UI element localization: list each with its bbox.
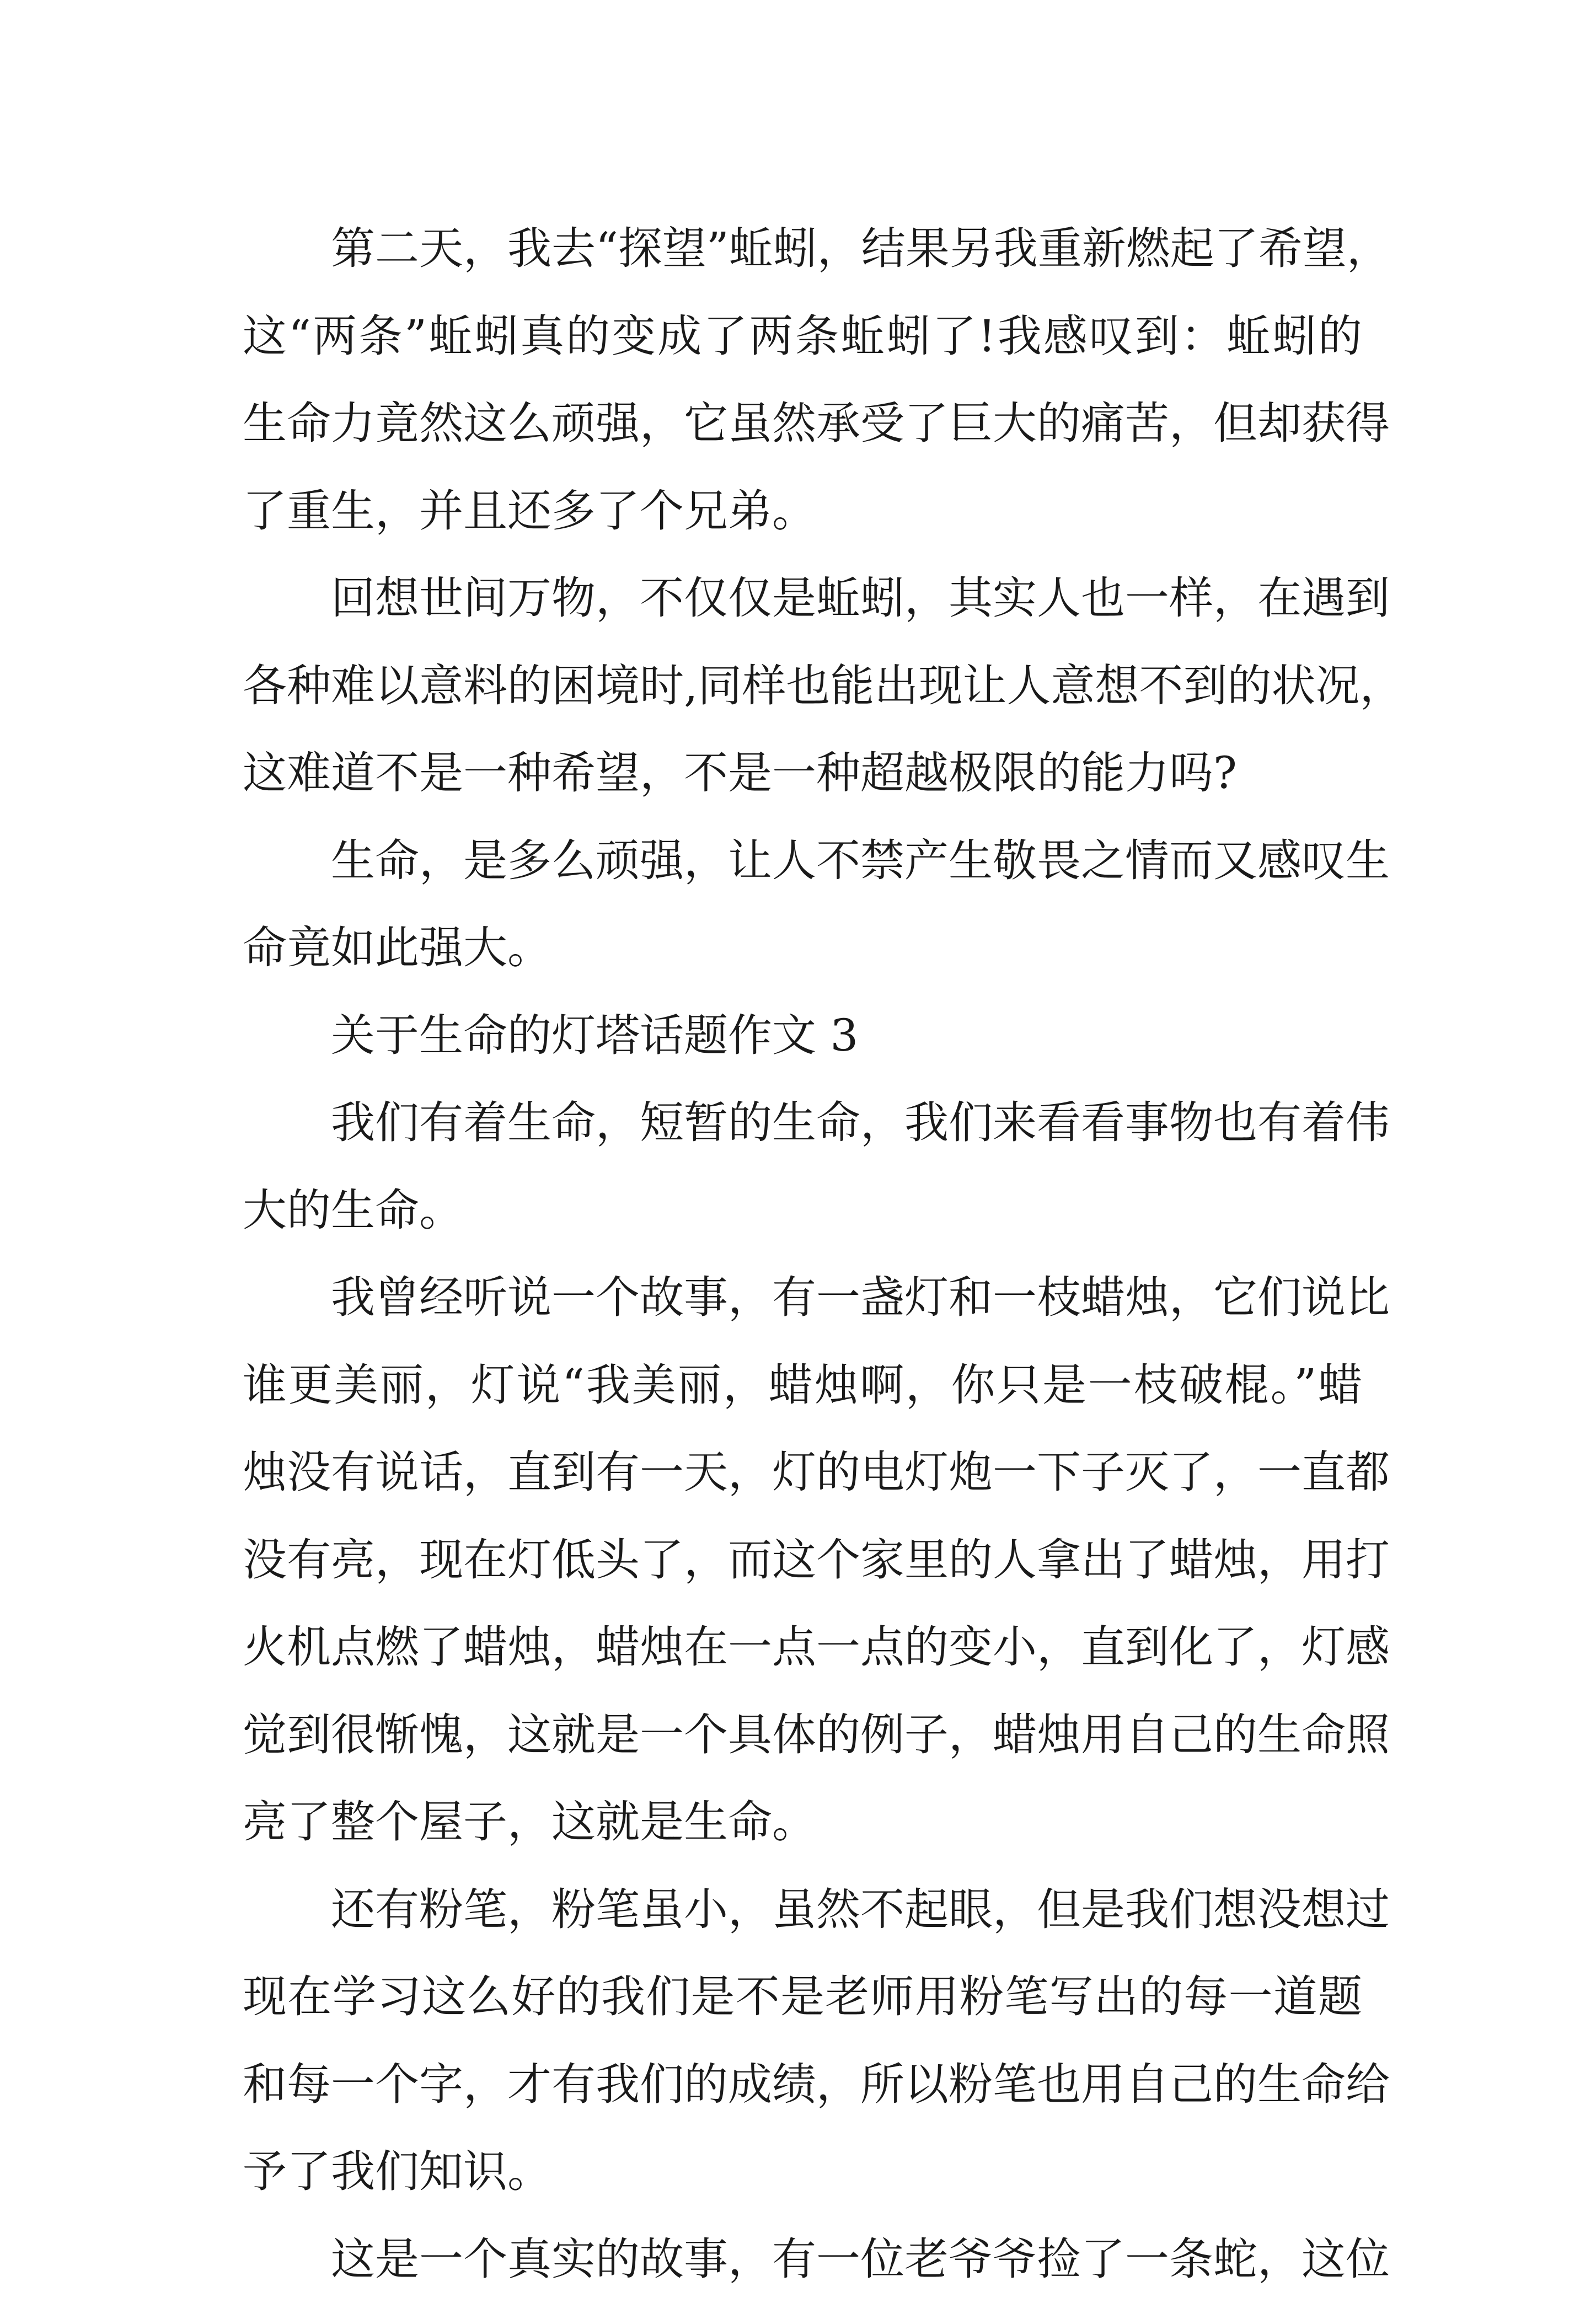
text-line: 和每一个字，才有我们的成绩，所以粉笔也用自己的生命给 <box>243 2041 1362 2129</box>
paragraph <box>243 1866 1362 2216</box>
text-line: 予了我们知识。 <box>243 2128 1362 2216</box>
text-line: 觉到很惭愧，这就是一个具体的例子，蜡烛用自己的生命照 <box>243 1691 1362 1779</box>
paragraph <box>243 205 1362 555</box>
text-line: 谁更美丽，灯说“我美丽，蜡烛啊，你只是一枝破棍。”蜡 <box>243 1342 1362 1429</box>
text-line: 火机点燃了蜡烛，蜡烛在一点一点的变小，直到化了，灯感 <box>243 1604 1362 1691</box>
text-line: 生命力竟然这么顽强，它虽然承受了巨大的痛苦，但却获得 <box>243 380 1362 468</box>
text-line: 命竟如此强大。 <box>243 904 1362 992</box>
text-line: 大的生命。 <box>243 1167 1362 1255</box>
text-line: 生命，是多么顽强，让人不禁产生敬畏之情而又感叹生 <box>243 817 1362 905</box>
text-line: 我们有着生命，短暂的生命，我们来看看事物也有着伟 <box>243 1079 1362 1167</box>
text-line: 第二天，我去“探望”蚯蚓，结果另我重新燃起了希望， <box>243 205 1362 293</box>
text-line: 各种难以意料的困境时,同样也能出现让人意想不到的状况， <box>243 642 1362 730</box>
text-line: 这“两条”蚯蚓真的变成了两条蚯蚓了!我感叹到：蚯蚓的 <box>243 293 1362 381</box>
text-line: 我曾经听说一个故事，有一盏灯和一枝蜡烛，它们说比 <box>243 1254 1362 1342</box>
text-line: 回想世间万物，不仅仅是蚯蚓，其实人也一样，在遇到 <box>243 555 1362 642</box>
text-line: 亮了整个屋子，这就是生命。 <box>243 1779 1362 1866</box>
paragraph <box>243 2216 1362 2303</box>
text-line: 没有亮，现在灯低头了，而这个家里的人拿出了蜡烛，用打 <box>243 1517 1362 1604</box>
text-line: 烛没有说话，直到有一天，灯的电灯炮一下子灭了，一直都 <box>243 1429 1362 1517</box>
section-heading <box>243 992 1362 1080</box>
text-line: 现在学习这么好的我们是不是老师用粉笔写出的每一道题 <box>243 1953 1362 2041</box>
text-line: 还有粉笔，粉笔虽小，虽然不起眼，但是我们想没想过 <box>243 1866 1362 1954</box>
paragraph <box>243 1079 1362 1254</box>
document-body <box>243 205 1362 2303</box>
paragraph <box>243 555 1362 817</box>
paragraph <box>243 1254 1362 1866</box>
heading-text: 关于生命的灯塔话题作文 3 <box>243 992 1362 1080</box>
text-line: 了重生，并且还多了个兄弟。 <box>243 468 1362 555</box>
text-line: 这是一个真实的故事，有一位老爷爷捡了一条蛇，这位 <box>243 2216 1362 2303</box>
text-line: 这难道不是一种希望，不是一种超越极限的能力吗? <box>243 730 1362 817</box>
paragraph <box>243 817 1362 992</box>
